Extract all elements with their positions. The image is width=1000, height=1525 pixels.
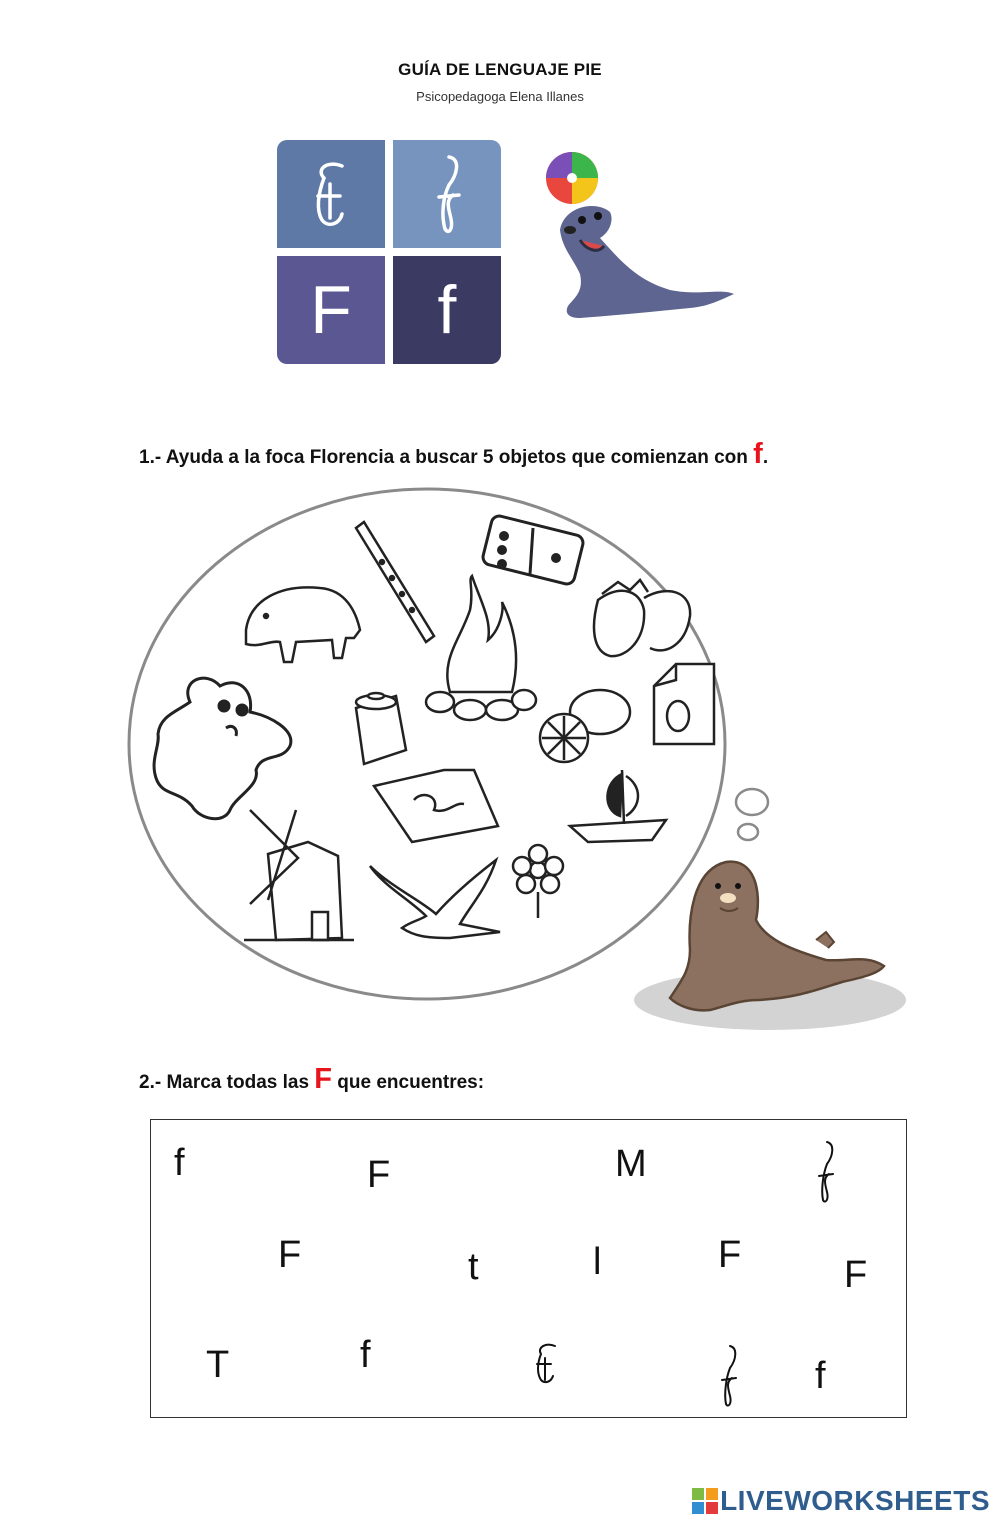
brown-seal-illustration — [630, 850, 910, 1035]
map-icon — [374, 770, 498, 842]
letter-item[interactable]: F — [718, 1234, 742, 1276]
domino-icon — [481, 514, 584, 585]
letter-item[interactable]: f — [360, 1334, 371, 1376]
letter-item[interactable]: t — [468, 1246, 479, 1288]
question-2-text: 2.- Marca todas las — [139, 1072, 315, 1093]
page-subtitle: Psicopedagoga Elena Illanes — [416, 89, 584, 104]
letter-tiles — [277, 140, 503, 366]
letter-item[interactable]: F — [844, 1254, 868, 1296]
question-1-end: . — [762, 447, 769, 468]
letter-item[interactable]: F — [278, 1234, 302, 1276]
brand-name: LIVEWORKSHEETS — [720, 1485, 990, 1516]
lemon-icon — [540, 690, 630, 762]
letter-item[interactable]: f — [815, 1355, 826, 1397]
letter-item[interactable]: M — [615, 1143, 647, 1185]
letter-item-cursive-f[interactable] — [714, 1342, 742, 1410]
footer-brand — [692, 1485, 990, 1517]
campfire-icon — [426, 576, 536, 720]
flute-icon — [356, 522, 434, 642]
question-2 — [139, 1063, 484, 1096]
ghost-icon — [154, 678, 291, 819]
tile-print-lower-label: f — [437, 272, 457, 348]
windmill-icon — [244, 810, 354, 940]
tile-cursive-lower — [393, 140, 501, 248]
letter-item-cursive-f[interactable] — [811, 1138, 839, 1206]
question-2-highlight: F — [314, 1063, 333, 1095]
question-1 — [139, 438, 768, 471]
bubble-dot-large — [736, 789, 768, 815]
letter-search-box — [150, 1119, 907, 1418]
bubble-dot-small — [738, 824, 758, 840]
letter-item[interactable]: T — [206, 1344, 230, 1386]
cursive-upper-f-icon — [296, 154, 366, 234]
question-1-highlight: f — [753, 438, 763, 470]
question-1-text: 1.- Ayuda a la foca Florencia a buscar 5 objetos que comienzan con — [139, 447, 754, 468]
seal-with-ball-illustration — [540, 150, 740, 330]
milk-carton-icon — [654, 664, 714, 744]
letter-item[interactable]: F — [367, 1154, 391, 1196]
flower-icon — [513, 845, 563, 918]
liveworksheets-logo-icon — [692, 1488, 718, 1514]
question-2-end: que encuentres: — [332, 1072, 485, 1093]
battery-icon — [356, 693, 406, 764]
eagle-icon — [370, 860, 500, 938]
tile-print-upper — [277, 256, 385, 364]
tile-print-lower — [393, 256, 501, 364]
tile-cursive-upper — [277, 140, 385, 248]
letter-item-cursive-upper-f[interactable] — [531, 1340, 561, 1388]
letter-item[interactable]: l — [593, 1241, 602, 1283]
boar-icon — [246, 587, 360, 662]
boat-icon — [570, 770, 666, 842]
tile-print-upper-label: F — [310, 272, 352, 348]
page-title: GUÍA DE LENGUAJE PIE — [398, 60, 602, 79]
letter-item[interactable]: f — [174, 1142, 185, 1184]
strawberry-icon — [594, 580, 690, 656]
cursive-lower-f-icon — [417, 149, 477, 239]
